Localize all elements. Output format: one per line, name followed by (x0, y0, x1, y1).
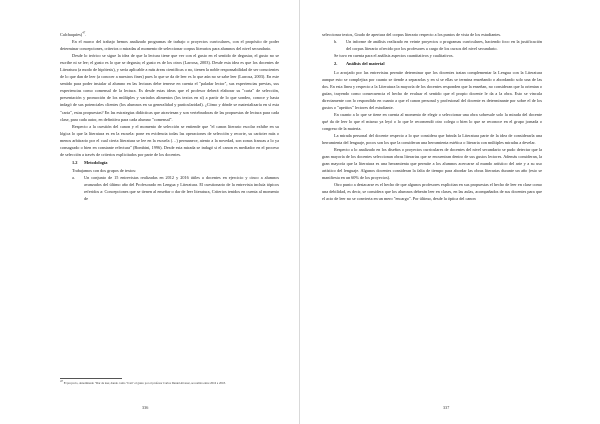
right-paragraph-3: La mirada personal del docente respecto a lo que considera que brinda la Literatura parte de la idea de considerarla una herramienta del lenguaje, pocos son los que la consideran una herramienta estética o literaria con múltiples miradas a develar. (322, 133, 542, 146)
list-item-a: a. Un conjunto de 15 entrevistas realizadas en 2012 y 2016 útiles a docentes en ejercicio y cinco a alumnos avanzados del último año del Profesorado en Lengua y Literatura. El cuestionario de la entrevista incluía tópicos referidos a: Concepciones que se tienen al enseñar o dar de leer literatura, Criterios tenidos en cuenta al momento de (72, 175, 279, 202)
section-heading-methodology: 1.2 Metodología (72, 159, 108, 165)
page-number-right: 337 (443, 405, 450, 410)
right-paragraph-2: En cuanto a lo que se tiene en cuenta al momento de elegir o seleccionar una obra sobresale solo la mirada del docente qué da de leer lo que el mismo ya leyó o lo que le recomendó otro colega o bien lo que se reconoce en el grupo jornada o congreso de la materia. (322, 111, 542, 131)
right-approach-line: Se tuvo en cuenta para el análisis aspectos cuantitativos y cualitativos. (334, 53, 454, 59)
list-item-b: b. Un informe de análisis realizado en veinte proyectos o programas curriculares, haciendo foco en la justificación del corpus literario ofrecido por los profesores a cargo de los cursos del nivel secundario. (334, 39, 542, 52)
section-heading-analysis: 2. Análisis del material (334, 61, 385, 67)
footnote-rule (60, 378, 122, 379)
left-paragraph-3: Respecto a la cuestión del canon y el momento de selección se entiende que "el canon literario escolar exhibe en su lógica lo que la literatura es en la escuela: pone en evidencia todas las operaciones de selección y recorte, su carácter más o menos arbitrario por el cual cierta literatura se lee en la escuela (…) permanece, atento a la novedad, son zonas francas a lo ya consagrado o bien en constante relectura" (Bombini, 1996). Desde esta mirada se indagó si el canon es mediador en el proceso de selección a través de criterios explicitados por parte de los docentes. (60, 123, 279, 157)
right-paragraph-5: Otro punto a destacarse es el hecho de que algunos profesores explicitan en sus propuestas el hecho de leer en clase como una debilidad, es decir, se considera que los alumnos deberán leer en clases, en las aulas, acompañados de sus docentes para que el acto de leer no se convierta en un mero "encargo". Por último, desde la óptica del canon (322, 182, 542, 202)
footnote-ref: 47 (82, 30, 86, 35)
left-intro-line: Trabajamos con dos grupos de textos: (72, 168, 137, 174)
left-paragraph-1: En el marco del trabajo hemos analizado programas de trabajo o proyectos curriculares, con el propósito de poder determinar concepciones, criterios o miradas al momento de seleccionar corpus literarios para alumnos del nivel secundario. (60, 39, 279, 52)
right-paragraph-1: Lo arrojado por las entrevistas permite determinar que los docentes tratan complementar la Lengua con la Literatura aunque esto se complejiza por cuanto se tiende a separarlas y en sí se ellas se termina enseñando o abordando solo una de las dos. En esta línea y respecto a la Literatura la mayoría de los docentes responden que la enseñan, no consideran que la orientan o guían, trayendo como consecuencia el hecho de evaluar el sentido que el propio docente le da a la obra. Esto se vincula directamente con lo respondido en cuanto a que el canon personal y profesional del docente es determinante por sobre el de los gustos o "apetitos" lectores del estudiante. (322, 69, 542, 110)
left-first-line: Calchaquíes)$^{47}$. (60, 30, 87, 37)
footnote: $^{47}$ El proyecto, denominado "Dar de leer, dando como "ivan" el gusto por el profesor Carlos Daniel Alvarez, se realizó entre 2016 a 2018. (60, 379, 226, 385)
right-paragraph-4: Respecto a lo analizado en los diseños o proyectos curriculares de docentes del nivel secundario se pudo detectar que la gran mayoría de los docentes seleccionan obras literarias que se encuentran dentro de sus gustos lectores. Además consideran, la gran mayoría que la literatura es una herramienta que permite a los alumnos acercarse al mundo artístico del arte y a su uso artístico del lenguaje. Algunos docentes consideran la falta de tiempo para abordar las obras literarias durante un año (esto se manifiesta en un 60% de los proyectos). (322, 147, 542, 181)
page-number-left: 336 (142, 405, 149, 410)
left-paragraph-2: Desde lo teórico se sigue la idea de que la lectura tiene que ver con el gusto en el sentido de degustar, el gusto no se escribe ni se lee; el gusto es lo que se degusta; el gusto es de los otros (Larrosa, 2003). Desde esta idea es que los docentes de Literatura (a modo de hipótesis), y sería aplicable a más áreas científicas o no, tienen la noble responsabilidad de ser conscientes de lo que dan de leer (a conocer a nuestros fines) pues lo que se da de leer es lo que aún no se sabe leer (Larrosa, 2003). En este sentido para poder instalar al alumno en las lecturas debe tenerse en cuenta el "paladar lector", sus experiencias previas, sus experiencias como comensal de la lectura. Es desde estas ideas que el profesor deberá elaborar su "carta" de selección, presentación y promoción de los múltiples y variados alimentos (los textos en sí) a partir de lo que sondeo, conoce y hasta indagó de sus potenciales clientes (los alumnos en su generalidad y particularidad). ¿Cómo y dónde se materializaría en sí esta "carta", estas propuestas? En las estrategias didácticas que atraviesan y son vertebradoras de las propuestas de lectura para cada clase, para cada autor, en definitiva para cada alumno "comensal". (60, 53, 279, 122)
right-first-paragraph: seleccionar textos, Grado de apertura del corpus literario respecto a los puntos de vista de los estudiantes. (322, 32, 502, 37)
right-page (300, 0, 600, 424)
